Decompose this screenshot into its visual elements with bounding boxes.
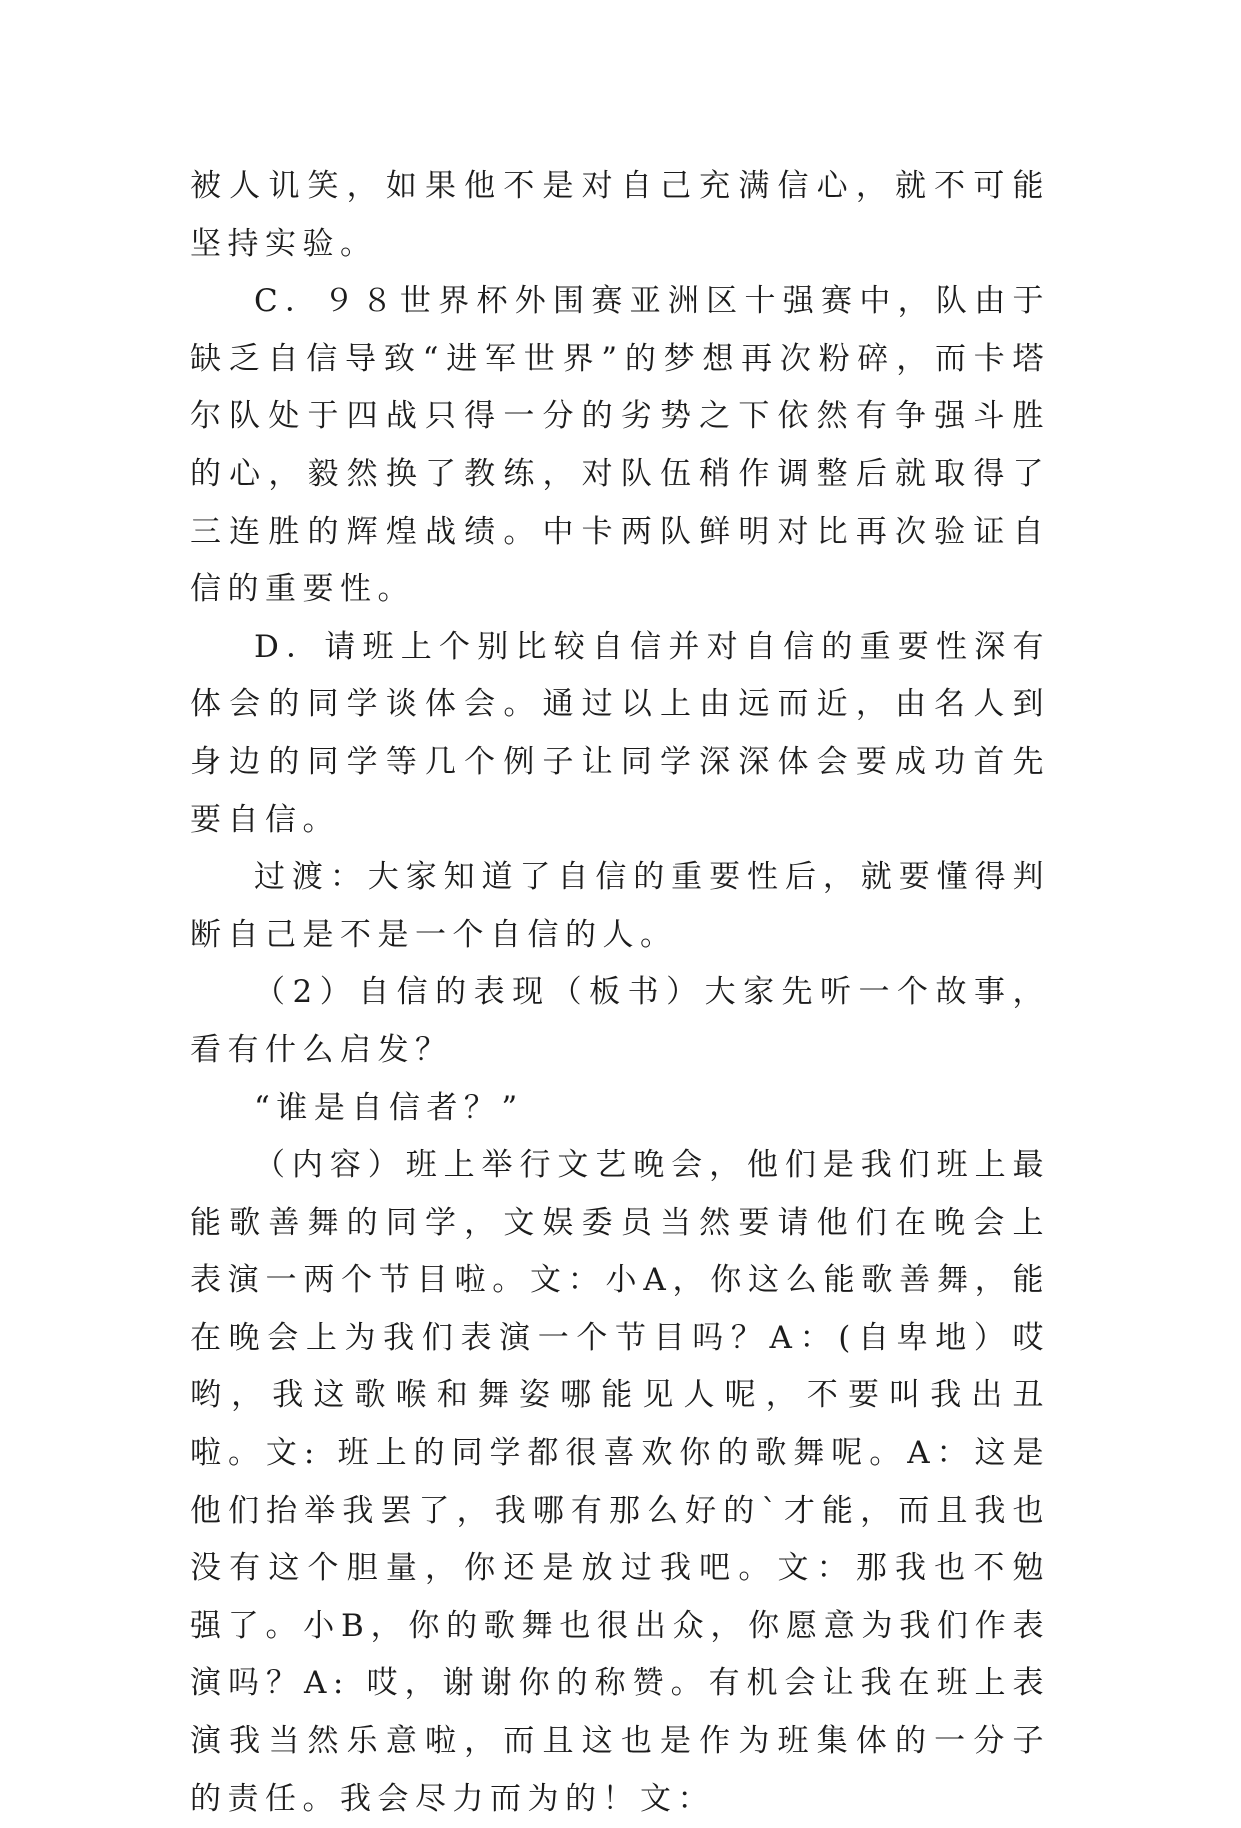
document-body [190,158,1050,1828]
paragraph-example-d: D．请班上个别比较自信并对自信的重要性深有体会的同学谈体会。通过以上由远而近，由名人到身边的同学等几个例子让同学深深体会要成功首先要自信。 [190,628,1050,838]
paragraph-story-title: “谁是自信者？” [254,1089,524,1126]
paragraph-transition: 过渡：大家知道了自信的重要性后，就要懂得判断自己是不是一个自信的人。 [190,859,1050,953]
paragraph-section-heading: （2）自信的表现（板书）大家先听一个故事，看有什么启发？ [190,974,1050,1068]
paragraph-example-c: C．９８世界杯外围赛亚洲区十强赛中，队由于缺乏自信导致“进军世界”的梦想再次粉碎，而卡塔尔队处于四战只得一分的劣势之下依然有争强斗胜的心，毅然换了教练，对队伍稍作调整后就取得了三连胜的辉煌战绩。中卡两队鲜明对比再次验证自信的重要性。 [190,283,1050,608]
paragraph-continuation: 被人讥笑，如果他不是对自己充满信心，就不可能坚持实验。 [190,168,1050,262]
paragraph-story-content: （内容）班上举行文艺晚会，他们是我们班上最能歌善舞的同学，文娱委员当然要请他们在晚会上表演一两个节目啦。文：小A，你这么能歌善舞，能在晚会上为我们表演一个节目吗？A：(自卑地）哎哟，我这歌喉和舞姿哪能见人呢，不要叫我出丑啦。文: 班上的同学都很喜欢你的歌舞呢。A：这是他们抬举我罢了，我哪有那么好的`才能，而且我也没有这个胆量，你还是放过我吧。文：那我也不勉强了。小B，你的歌舞也很出众，你愿意为我们作表演吗？A: 哎，谢谢你的称赞。有机会让我在班上表演我当然乐意啦，而且这也是作为班集体的一分子的责任。我会尽力而为的！文： [190,1147,1050,1817]
